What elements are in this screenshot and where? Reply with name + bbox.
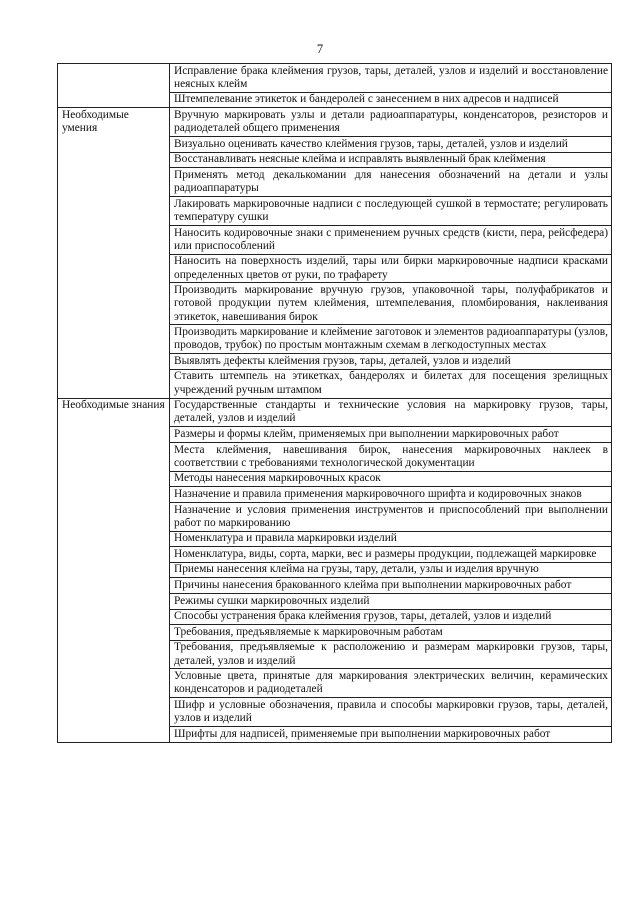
table-cell: Производить маркирование и клеймение заготовок и элементов радиоаппаратуры (узлов, проводов, трубок) по простым монтажным схемам в легкодоступных местах: [170, 325, 612, 354]
table-cell: Выявлять дефекты клеймения грузов, тары, деталей, узлов и изделий: [170, 354, 612, 370]
table-cell: Размеры и формы клейм, применяемых при выполнении маркировочных работ: [170, 427, 612, 443]
table-row: [58, 108, 612, 137]
table-cell: Исправление брака клеймения грузов, тары, деталей, узлов и изделий и восстановление неясных клейм: [170, 64, 612, 93]
table-cell: Места клеймения, навешивания бирок, нанесения маркировочных наклеек в соответствии с требованиями технологической документации: [170, 442, 612, 471]
table-cell: Причины нанесения бракованного клейма при выполнении маркировочных работ: [170, 578, 612, 594]
table-cell: Назначение и правила применения маркировочного шрифта и кодировочных знаков: [170, 487, 612, 503]
section-title: Необходимые умения: [58, 108, 170, 398]
table-cell: Применять метод декалькомании для нанесения обозначений на детали и узлы радиоаппаратуры: [170, 168, 612, 197]
table-cell: Производить маркирование вручную грузов, упаковочной тары, полуфабрикатов и готовой продукции путем клеймения, штемпелевания, пломбирования, наклеивания этикеток, навешивания бирок: [170, 283, 612, 325]
table-cell: Шифр и условные обозначения, правила и способы маркировки грузов, тары, деталей, узлов и изделий: [170, 698, 612, 727]
table-cell: Государственные стандарты и технические условия на маркировку грузов, тары, деталей, узлов и изделий: [170, 398, 612, 427]
requirements-table: [57, 63, 612, 743]
table-cell: Способы устранения брака клеймения грузов, тары, деталей, узлов и изделий: [170, 609, 612, 625]
table-cell: Визуально оценивать качество клеймения грузов, тары, деталей, узлов и изделий: [170, 137, 612, 153]
table-cell: Шрифты для надписей, применяемые при выполнении маркировочных работ: [170, 727, 612, 743]
section-title: [58, 64, 170, 108]
table-cell: Ставить штемпель на этикетках, бандеролях и билетах для посещения зрелищных учреждений ручным штампом: [170, 369, 612, 398]
table-cell: Назначение и условия применения инструментов и приспособлений при выполнении работ по маркированию: [170, 502, 612, 531]
table-cell: Вручную маркировать узлы и детали радиоаппаратуры, конденсаторов, резисторов и радиодеталей общего применения: [170, 108, 612, 137]
table-cell: Приемы нанесения клейма на грузы, тару, детали, узлы и изделия вручную: [170, 562, 612, 578]
table-cell: Штемпелевание этикеток и бандеролей с занесением в них адресов и надписей: [170, 92, 612, 108]
table-row: [58, 64, 612, 93]
table-cell: Требования, предъявляемые к маркировочным работам: [170, 625, 612, 641]
table-cell: Восстанавливать неясные клейма и исправлять выявленный брак клеймения: [170, 152, 612, 168]
table-cell: Номенклатура, виды, сорта, марки, вес и размеры продукции, подлежащей маркировке: [170, 547, 612, 563]
table-cell: Наносить кодировочные знаки с применением ручных средств (кисти, пера, рейсфедера) или приспособлений: [170, 225, 612, 254]
table-cell: Требования, предъявляемые к расположению и размерам маркировки грузов, тары, деталей, узлов и изделий: [170, 640, 612, 669]
table-cell: Методы нанесения маркировочных красок: [170, 471, 612, 487]
table-row: [58, 398, 612, 427]
table-cell: Наносить на поверхность изделий, тары или бирки маркировочные надписи красками определенных цветов от руки, по трафарету: [170, 254, 612, 283]
table-cell: Режимы сушки маркировочных изделий: [170, 593, 612, 609]
page-number: 7: [316, 42, 324, 56]
section-title: Необходимые знания: [58, 398, 170, 742]
table-cell: Условные цвета, принятые для маркирования электрических величин, керамических конденсаторов и радиодеталей: [170, 669, 612, 698]
table-cell: Номенклатура и правила маркировки изделий: [170, 531, 612, 547]
table-cell: Лакировать маркировочные надписи с последующей сушкой в термостате; регулировать температуру сушки: [170, 197, 612, 226]
